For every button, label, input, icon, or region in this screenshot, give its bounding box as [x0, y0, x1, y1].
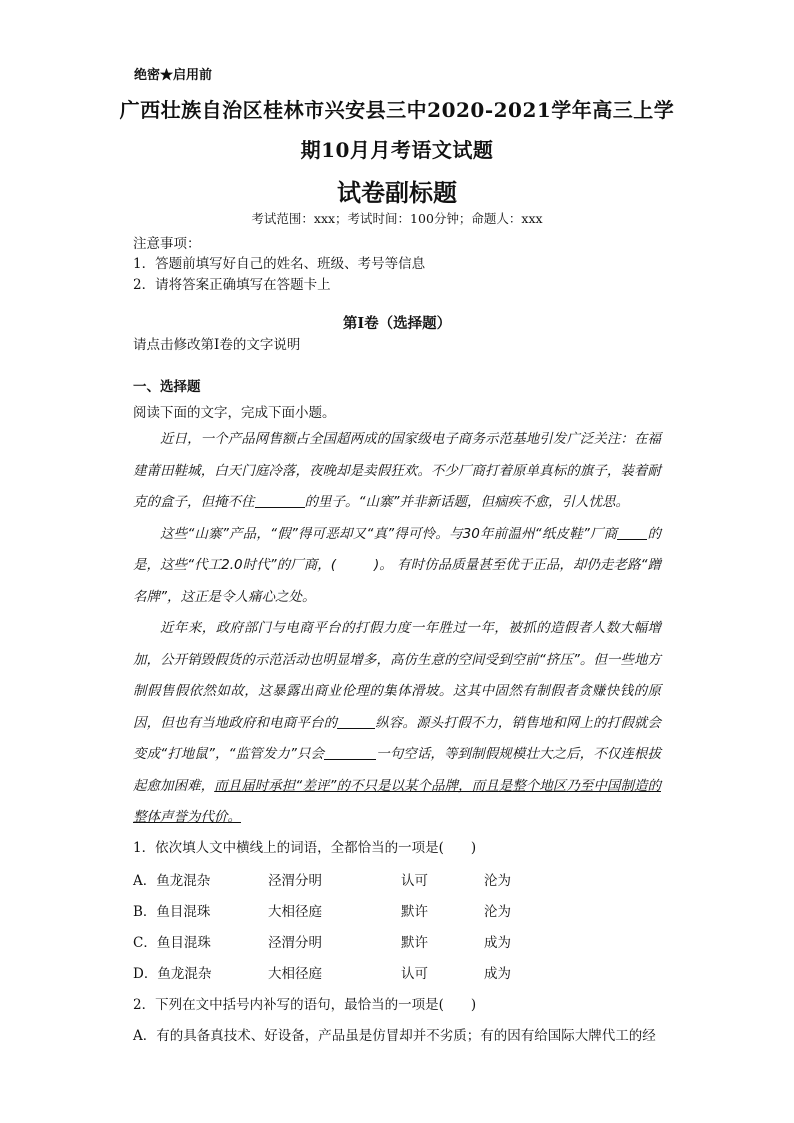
- fill-blank-2: [617, 525, 647, 540]
- option-word-1: D．鱼龙混杂: [133, 966, 212, 982]
- option-word-2: 泾渭分明: [268, 873, 322, 889]
- question-2-stem: 2．下列在文中括号内补写的语句，最恰当的一项是( ): [133, 997, 477, 1013]
- passage-text: 这些“山寨”产品，“假”得可恶却又“真”得可怜。与30年前温州“纸皮鞋”厂商: [160, 525, 618, 542]
- option-word-1: C．鱼目混珠: [133, 935, 211, 951]
- exam-title-line-1: 广西壮族自治区桂林市兴安县三中2020-2021学年高三上学: [119, 98, 675, 122]
- passage-paragraph-1: [133, 424, 661, 519]
- exam-title-line-2: 期10月月考语文试题: [300, 138, 494, 162]
- option-word-3: 默许: [401, 904, 428, 920]
- exam-subtitle: 试卷副标题: [337, 178, 457, 207]
- option-word-4: 成为: [484, 966, 511, 982]
- passage-text: 纵容。源头打假不力，销售地和网上的打假就会变成“打地鼠”，“监管发力”只会: [133, 714, 662, 762]
- secret-mark: 绝密★启用前: [134, 68, 213, 83]
- option-word-2: 泾渭分明: [268, 935, 322, 951]
- fill-blank-4: [324, 745, 376, 760]
- notes-heading: 注意事项：: [133, 236, 201, 252]
- option-word-4: 成为: [484, 935, 511, 951]
- volume-description: 请点击修改第I卷的文字说明: [133, 337, 301, 353]
- option-word-3: 认可: [401, 966, 428, 982]
- reading-passage: [133, 424, 661, 834]
- option-word-1: B．鱼目混珠: [133, 904, 211, 920]
- passage-text: )。 有时仿品质量甚至优于正品，却仍走老路“蹭名牌”，这正是令人痛心之处。: [133, 557, 661, 605]
- option-word-4: 沦为: [484, 873, 511, 889]
- option-word-2: 大相径庭: [268, 904, 322, 920]
- option-word-3: 认可: [401, 873, 428, 889]
- volume-title: 第I卷（选择题）: [342, 315, 452, 332]
- exam-info: 考试范围：xxx；考试时间：100分钟；命题人：xxx: [251, 211, 543, 226]
- notes-item-1: 1．答题前填写好自己的姓名、班级、考号等信息: [133, 256, 426, 272]
- notes-item-2: 2．请将答案正确填写在答题卡上: [133, 277, 331, 293]
- fill-blank-1: [255, 493, 305, 508]
- passage-text: 的是，这些“代工2.0时代”的厂商，(: [133, 525, 661, 573]
- passage-paragraph-3: [133, 613, 661, 834]
- passage-text: 近日，一个产品网售额占全国超两成的国家级电子商务示范基地引发广泛关注：在福建莆田鞋城，白天门庭冷落，夜晚却是卖假狂欢。不少厂商打着原单真标的旗子，装着耐克的盒子，但掩不住: [133, 431, 661, 510]
- option-word-2: 大相径庭: [268, 966, 322, 982]
- option-word-3: 默许: [401, 935, 428, 951]
- underlined-sentence: 而且届时承担“差评”的不只是以某个品牌，而且是整个地区乃至中国制造的整体声誉为代价。: [133, 777, 661, 825]
- section-title: 一、选择题: [133, 379, 201, 395]
- question-1-stem: 1．依次填人文中横线上的词语，全都恰当的一项是( ): [133, 840, 477, 856]
- passage-text: 近年来，政府部门与电商平台的打假力度一年胜过一年，被抓的造假者人数大幅增加，公开销毁假货的示范活动也明显增多，高仿生意的空间受到空前“挤压”。但一些地方制假售假依然如故，这暴露出商业伦理的集体滑坡。这其中固然有制假者贪赚快钱的原因，但也有当地政府和电商平台的: [133, 620, 661, 731]
- section-instruction: 阅读下面的文字，完成下面小题。: [133, 405, 336, 421]
- passage-text: 一句空话，等到制假规模壮大之后，不仅连根拔起愈加困难，: [133, 746, 662, 794]
- fill-blank-3: [337, 714, 375, 729]
- question-2-option-a[interactable]: A．有的具备真技术、好设备，产品虽是仿冒却并不劣质；有的因有给国际大牌代工的经: [133, 1028, 656, 1044]
- option-word-1: A．鱼龙混杂: [133, 873, 211, 889]
- passage-paragraph-2: [133, 519, 661, 614]
- passage-text: 的里子。“山寨”并非新话题，但痼疾不愈，引人忧思。: [304, 494, 629, 510]
- option-word-4: 沦为: [484, 904, 511, 920]
